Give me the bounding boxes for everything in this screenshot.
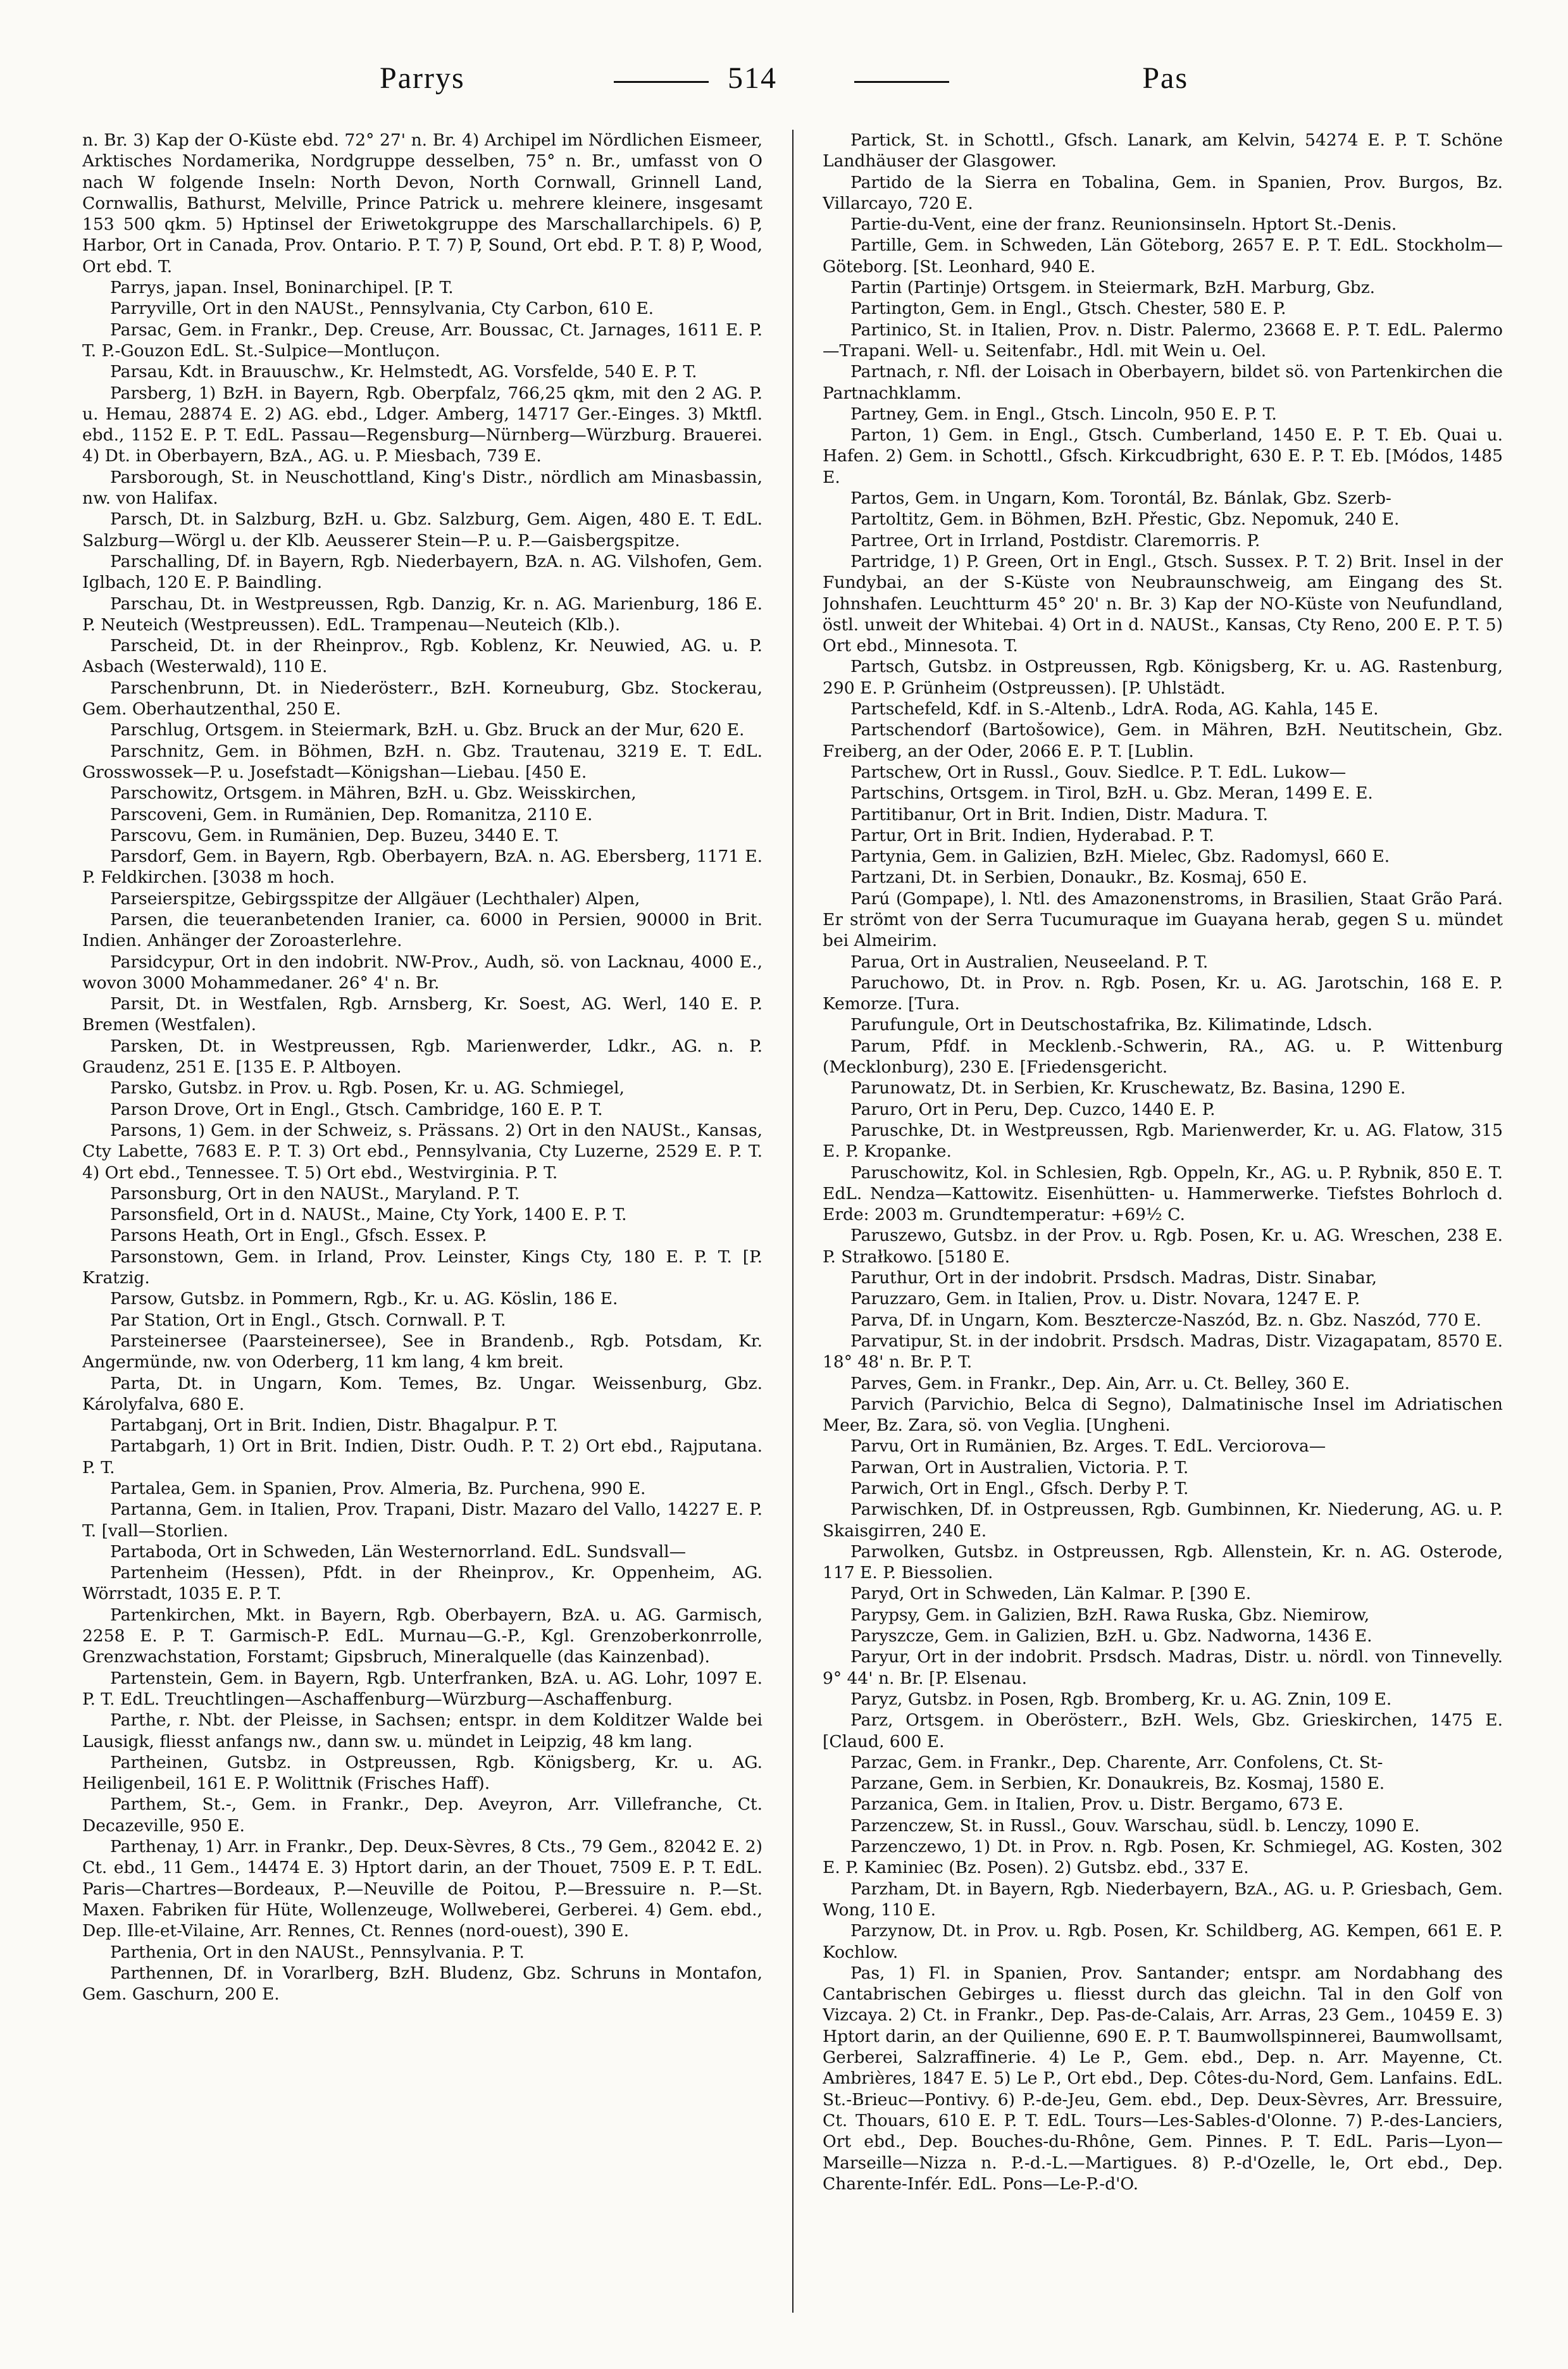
dictionary-entry: Partabganj, Ort in Brit. Indien, Distr. Bhagalpur. P. T.: [110, 1415, 558, 1436]
dictionary-entry: Partney, Gem. in Engl., Gtsch. Lincoln, 950 E. P. T.: [850, 404, 1277, 424]
dictionary-entry: Parsen, die teueranbetenden Iranier, ca. 6000 in Persien, 90000 in Brit. Indien. Anhänger der Zoroasterlehre.: [82, 909, 762, 951]
dictionary-entry: Parz, Ortsgem. in Oberösterr., BzH. Wels, Gbz. Grieskirchen, 1475 E. [Claud, 600 E.: [823, 1710, 1503, 1751]
dictionary-entry: Parson Drove, Ort in Engl., Gtsch. Cambridge, 160 E. P. T.: [110, 1099, 603, 1119]
dictionary-entry: Parsonstown, Gem. in Irland, Prov. Leinster, Kings Cty, 180 E. P. T. [P. Kratzig.: [82, 1247, 762, 1288]
dictionary-entry: Parta, Dt. in Ungarn, Kom. Temes, Bz. Ungar. Weissenburg, Gbz. Károlyfalva, 680 E.: [82, 1373, 762, 1414]
dictionary-entry: Partur, Ort in Brit. Indien, Hyderabad. P. T.: [850, 825, 1214, 845]
dictionary-entry: Partzani, Dt. in Serbien, Donaukr., Bz. Kosmaj, 650 E.: [850, 867, 1308, 888]
dictionary-entry: Parzanica, Gem. in Italien, Prov. u. Distr. Bergamo, 673 E.: [850, 1794, 1344, 1815]
dictionary-entry: Parufungule, Ort in Deutschostafrika, Bz. Kilimatinde, Ldsch.: [850, 1015, 1373, 1035]
dictionary-entry: Parsau, Kdt. in Brauuschw., Kr. Helmstedt, AG. Vorsfelde, 540 E. P. T.: [110, 362, 697, 382]
dictionary-entry: Parsons Heath, Ort in Engl., Gfsch. Essex. P.: [110, 1226, 487, 1246]
dictionary-entry: Parton, 1) Gem. in Engl., Gtsch. Cumberland, 1450 E. P. T. Eb. Quai u. Hafen. 2) Gem. in Schottl., Gfsch. Kirkcudbright, 630 E. P. T. Eb. [Módos, 1485 E.: [823, 425, 1503, 487]
dictionary-entry: Parthenia, Ort in den NAUSt., Pennsylvania. P. T.: [110, 1942, 525, 1962]
dictionary-entry: Parthennen, Df. in Vorarlberg, BzH. Bludenz, Gbz. Schruns in Montafon, Gem. Gaschurn, 200 E.: [82, 1963, 762, 2005]
dictionary-entry: Partington, Gem. in Engl., Gtsch. Chester, 580 E. P.: [850, 299, 1286, 319]
dictionary-entry: Parunowatz, Dt. in Serbien, Kr. Kruschewatz, Bz. Basina, 1290 E.: [850, 1078, 1406, 1098]
dictionary-entry: Parzac, Gem. in Frankr., Dep. Charente, Arr. Confolens, Ct. St-: [850, 1752, 1383, 1772]
column-divider: [792, 130, 793, 2313]
dictionary-entry: Partoltitz, Gem. in Böhmen, BzH. Přestic, Gbz. Nepomuk, 240 E.: [850, 509, 1400, 530]
dictionary-entry: Pas, 1) Fl. in Spanien, Prov. Santander; entspr. am Nordabhang des Cantabrischen Gebirges u. fliesst durch das gleichn. Tal in den Golf von Vizcaya. 2) Ct. in Frankr., Dep. Pas-de-Calais, Arr. Arras, 23 Gem., 10459 E. 3) Hptort darin, an der Quilienne, 690 E. P. T. Baumwollspinnerei, Baumwollsamt, Gerberei, Salzraffinerie. 4) Le P., Gem. ebd., Dep. n. Arr. Mayenne, Ct. Ambrières, 1847 E. 5) Le P., Ort ebd., Dep. Côtes-du-Nord, Gem. Lanfains. EdL. St.-Brieuc—Pontivy. 6) P.-de-Jeu, Gem. ebd., Dep. Deux-Sèvres, Arr. Bressuire, Ct. Thouars, 610 E. P. T. EdL. Tours—Les-Sables-d'Olonne. 7) P.-des-Lanciers, Ort ebd., Dep. Bouches-du-Rhône, Gem. Pinnes. P. T. EdL. Paris—Lyon—Marseille—Nizza n. P.-d.-L.—Martigues. 8) P.-d'Ozelle, le, Ort ebd., Dep. Charente-Infér. EdL. Pons—Le-P.-d'O.: [823, 1963, 1503, 2194]
dictionary-entry: Parsonsfield, Ort in d. NAUSt., Maine, Cty York, 1400 E. P. T.: [110, 1205, 627, 1225]
dictionary-entry: Parsken, Dt. in Westpreussen, Rgb. Marienwerder, Ldkr., AG. n. P. Graudenz, 251 E. [135 E. P. Altboyen.: [82, 1036, 762, 1078]
dictionary-entry: Paruschke, Dt. in Westpreussen, Rgb. Marienwerder, Kr. u. AG. Flatow, 315 E. P. Kropanke.: [823, 1120, 1503, 1162]
dictionary-entry: Parschowitz, Ortsgem. in Mähren, BzH. u. Gbz. Weisskirchen,: [110, 783, 637, 804]
dictionary-entry: Parwich, Ort in Engl., Gfsch. Derby P. T.: [850, 1479, 1189, 1498]
dictionary-entry: Parwischken, Df. in Ostpreussen, Rgb. Gumbinnen, Kr. Niederung, AG. u. P. Skaisgirren, 240 E.: [823, 1500, 1503, 1541]
dictionary-entry: Parsit, Dt. in Westfalen, Rgb. Arnsberg, Kr. Soest, AG. Werl, 140 E. P. Bremen (Westfalen).: [82, 994, 762, 1035]
dictionary-entry: Paruthur, Ort in der indobrit. Prsdsch. Madras, Distr. Sinabar,: [850, 1268, 1378, 1288]
header-dash-left: [614, 81, 709, 83]
dictionary-entry: Parú (Gompape), l. Ntl. des Amazonenstroms, in Brasilien, Staat Grão Pará. Er strömt von der Serra Tucumuraque im Guayana herab, gegen S u. mündet bei Almeirim.: [823, 888, 1503, 951]
dictionary-entry: Parsdorf, Gem. in Bayern, Rgb. Oberbayern, BzA. n. AG. Ebersberg, 1171 E. P. Feldkirchen. [3038 m hoch.: [82, 847, 762, 888]
dictionary-entry: Par Station, Ort in Engl., Gtsch. Cornwall. P. T.: [110, 1310, 506, 1330]
dictionary-entry: Paruro, Ort in Peru, Dep. Cuzco, 1440 E. P.: [850, 1099, 1216, 1119]
dictionary-entry: Partille, Gem. in Schweden, Län Göteborg, 2657 E. P. T. EdL. Stockholm—Göteborg. [St. Leonhard, 940 E.: [823, 235, 1503, 277]
header-last-keyword: Pas: [1142, 61, 1188, 95]
dictionary-entry: Partnach, r. Nfl. der Loisach in Oberbayern, bildet sö. von Partenkirchen die Partnachklamm.: [823, 362, 1503, 403]
dictionary-entry: Parsons, 1) Gem. in der Schweiz, s. Prässans. 2) Ort in den NAUSt., Kansas, Cty Labette, 7683 E. P. T. 3) Ort ebd., Pennsylvania, Cty Luzerne, 2529 E. P. T. 4) Ort ebd., Tennessee. T. 5) Ort ebd., Westvirginia. P. T.: [82, 1120, 762, 1183]
dictionary-entry: Partanna, Gem. in Italien, Prov. Trapani, Distr. Mazaro del Vallo, 14227 E. P. T. [vall—Storlien.: [82, 1500, 762, 1541]
dictionary-entry: Paryz, Gutsbz. in Posen, Rgb. Bromberg, Kr. u. AG. Znin, 109 E.: [850, 1689, 1392, 1709]
dictionary-entry: Parsborough, St. in Neuschottland, King's Distr., nördlich am Minasbassin, nw. von Halifax.: [82, 467, 762, 509]
dictionary-entry: Partaboda, Ort in Schweden, Län Westernorrland. EdL. Sundsvall—: [110, 1541, 687, 1562]
dictionary-entry: Partido de la Sierra en Tobalina, Gem. in Spanien, Prov. Burgos, Bz. Villarcayo, 720 E.: [823, 172, 1503, 213]
dictionary-entry: Partheinen, Gutsbz. in Ostpreussen, Rgb. Königsberg, Kr. u. AG. Heiligenbeil, 161 E. P. Wolittnik (Frisches Haff).: [82, 1752, 762, 1794]
dictionary-entry: Parzane, Gem. in Serbien, Kr. Donaukreis, Bz. Kosmaj, 1580 E.: [850, 1774, 1385, 1794]
dictionary-entry: Partinico, St. in Italien, Prov. n. Distr. Palermo, 23668 E. P. T. EdL. Palermo—Trapani. Well- u. Seitenfabr., Hdl. mit Wein u. Oel.: [823, 320, 1503, 361]
dictionary-entry: Partie-du-Vent, eine der franz. Reunionsinseln. Hptort St.-Denis.: [850, 215, 1397, 235]
dictionary-entry: Parypsy, Gem. in Galizien, BzH. Rawa Ruska, Gbz. Niemirow,: [850, 1605, 1370, 1625]
page-header: [82, 61, 1486, 111]
dictionary-entry: Partalea, Gem. in Spanien, Prov. Almeria, Bz. Purchena, 990 E.: [110, 1479, 646, 1498]
dictionary-entry: Parseierspitze, Gebirgsspitze der Allgäuer (Lechthaler) Alpen,: [110, 888, 640, 909]
dictionary-entry: Partschew, Ort in Russl., Gouv. Siedlce. P. T. EdL. Lukow—: [850, 762, 1347, 782]
dictionary-entry: Parscheid, Dt. in der Rheinprov., Rgb. Koblenz, Kr. Neuwied, AG. u. P. Asbach (Westerwald), 110 E.: [82, 636, 762, 677]
dictionary-entry: Parwan, Ort in Australien, Victoria. P. T.: [850, 1457, 1189, 1477]
dictionary-entry: Partree, Ort in Irrland, Postdistr. Claremorris. P.: [850, 530, 1260, 550]
dictionary-entry: Parscoveni, Gem. in Rumänien, Dep. Romanitza, 2110 E.: [110, 804, 593, 824]
dictionary-entry: Partynia, Gem. in Galizien, BzH. Mielec, Gbz. Radomysl, 660 E.: [850, 847, 1390, 867]
dictionary-entry: Parthem, St.-, Gem. in Frankr., Dep. Aveyron, Arr. Villefranche, Ct. Decazeville, 950 E.: [82, 1794, 762, 1836]
dictionary-entry: Paryszcze, Gem. in Galizien, BzH. u. Gbz. Nadworna, 1436 E.: [850, 1626, 1372, 1646]
dictionary-entry: Partschefeld, Kdf. in S.-Altenb., LdrA. Roda, AG. Kahla, 145 E.: [850, 699, 1379, 719]
right-column: [823, 130, 1503, 2313]
dictionary-entry: Parvu, Ort in Rumänien, Bz. Arges. T. EdL. Verciorova—: [850, 1436, 1326, 1457]
dictionary-entry: Parva, Df. in Ungarn, Kom. Besztercze-Naszód, Bz. n. Gbz. Naszód, 770 E.: [850, 1310, 1482, 1330]
dictionary-entry: Parua, Ort in Australien, Neuseeland. P. T.: [850, 952, 1209, 972]
dictionary-entry: Parschlug, Ortsgem. in Steiermark, BzH. u. Gbz. Bruck an der Mur, 620 E.: [110, 720, 745, 740]
dictionary-entry: Partabgarh, 1) Ort in Brit. Indien, Distr. Oudh. P. T. 2) Ort ebd., Rajputana. P. T.: [82, 1436, 762, 1477]
dictionary-entry: Parthenay, 1) Arr. in Frankr., Dep. Deux-Sèvres, 8 Cts., 79 Gem., 82042 E. 2) Ct. ebd., 11 Gem., 14474 E. 3) Hptort darin, an der Thouet, 7509 E. P. T. EdL. Paris—Chartres—Bordeaux, P.—Neuville de Poitou, P.—Bressuire n. P.—St. Maxen. Fabriken für Hüte, Wollenzeuge, Wollweberei, Gerberei. 4) Gem. ebd., Dep. Ille-et-Vilaine, Arr. Rennes, Ct. Rennes (nord-ouest), 390 E.: [82, 1837, 762, 1941]
dictionary-entry: Paruchowo, Dt. in Prov. n. Rgb. Posen, Kr. u. AG. Jarotschin, 168 E. P. Kemorze. [Tura.: [823, 973, 1503, 1014]
dictionary-entry: Parsidcypur, Ort in den indobrit. NW-Prov., Audh, sö. von Lacknau, 4000 E., wovon 3000 Mohammedaner. 26° 4' n. Br.: [82, 952, 762, 993]
dictionary-entry: Paryur, Ort in der indobrit. Prsdsch. Madras, Distr. u. nördl. von Tinnevelly. 9° 44' n. Br. [P. Elsenau.: [823, 1647, 1503, 1688]
dictionary-entry: Paruzzaro, Gem. in Italien, Prov. u. Distr. Novara, 1247 E. P.: [850, 1289, 1360, 1309]
dictionary-entry: Paruschowitz, Kol. in Schlesien, Rgb. Oppeln, Kr., AG. u. P. Rybnik, 850 E. T. EdL. Nendza—Kattowitz. Eisenhütten- u. Hammerwerke. Tiefstes Bohrloch d. Erde: 2003 m. Grundtemperatur: +69½ C.: [823, 1162, 1503, 1225]
dictionary-entry: n. Br. 3) Kap der O-Küste ebd. 72° 27' n. Br. 4) Archipel im Nördlichen Eismeer, Arktisches Nordamerika, Nordgruppe desselben, 75° n. Br., umfasst von O nach W folgende Inseln: North Devon, North Cornwall, Grinnell Land, Cornwallis, Bathurst, Melville, Prince Patrick u. mehrere kleinere, insgesamt 153 500 qkm. 5) Hptinsel der Eriwetokgruppe des Marschallarchipels. 6) P, Harbor, Ort in Canada, Prov. Ontario. P. T. 7) P, Sound, Ort ebd. P. T. 8) P, Wood, Ort ebd. T.: [82, 130, 762, 277]
dictionary-entry: Partenkirchen, Mkt. in Bayern, Rgb. Oberbayern, BzA. u. AG. Garmisch, 2258 E. P. T. Garmisch-P. EdL. Murnau—G.-P., Kgl. Grenzoberkonrrolle, Grenzwachstation, Forstamt; Gipsbruch, Mineralquelle (das Kainzenbad).: [82, 1605, 762, 1667]
dictionary-entry: Parschnitz, Gem. in Böhmen, BzH. n. Gbz. Trautenau, 3219 E. T. EdL. Grosswossek—P. u. Josefstadt—Königshan—Liebau. [450 E.: [82, 741, 762, 782]
dictionary-entry: Parzenczewo, 1) Dt. in Prov. n. Rgb. Posen, Kr. Schmiegel, AG. Kosten, 302 E. P. Kaminiec (Bz. Posen). 2) Gutsbz. ebd., 337 E.: [823, 1837, 1503, 1878]
dictionary-entry: Partsch, Gutsbz. in Ostpreussen, Rgb. Königsberg, Kr. u. AG. Rastenburg, 290 E. P. Grünheim (Ostpreussen). [P. Uhlstädt.: [823, 657, 1503, 698]
dictionary-entry: Parschau, Dt. in Westpreussen, Rgb. Danzig, Kr. n. AG. Marienburg, 186 E. P. Neuteich (Westpreussen). EdL. Trampenau—Neuteich (Klb.).: [82, 594, 762, 635]
dictionary-entry: Partschins, Ortsgem. in Tirol, BzH. u. Gbz. Meran, 1499 E. E.: [850, 783, 1373, 804]
dictionary-entry: Parsow, Gutsbz. in Pommern, Rgb., Kr. u. AG. Köslin, 186 E.: [110, 1289, 618, 1309]
dictionary-entry: Parsteinersee (Paarsteinersee), See in Brandenb., Rgb. Potsdam, Kr. Angermünde, nw. von Oderberg, 11 km lang, 4 km breit.: [82, 1331, 762, 1372]
dictionary-entry: Partick, St. in Schottl., Gfsch. Lanark, am Kelvin, 54274 E. P. T. Schöne Landhäuser der Glasgower.: [823, 130, 1503, 171]
dictionary-entry: Parscovu, Gem. in Rumänien, Dep. Buzeu, 3440 E. T.: [110, 825, 559, 845]
dictionary-entry: Parzenczew, St. in Russl., Gouv. Warschau, südl. b. Lenczy, 1090 E.: [850, 1815, 1420, 1836]
dictionary-entry: Partenstein, Gem. in Bayern, Rgb. Unterfranken, BzA. u. AG. Lohr, 1097 E. P. T. EdL. Treuchtlingen—Aschaffenburg—Würzburg—Aschaffenburg.: [82, 1668, 762, 1709]
dictionary-entry: Partin (Partinje) Ortsgem. in Steiermark, BzH. Marburg, Gbz.: [850, 278, 1376, 298]
dictionary-entry: Parrys, japan. Insel, Boninarchipel. [P. T.: [110, 278, 454, 298]
dictionary-entry: Partenheim (Hessen), Pfdt. in der Rheinprov., Kr. Oppenheim, AG. Wörrstadt, 1035 E. P. T.: [82, 1563, 762, 1604]
page-number: 514: [728, 61, 777, 95]
dictionary-entry: Parsac, Gem. in Frankr., Dep. Creuse, Arr. Boussac, Ct. Jarnages, 1611 E. P. T. P.-Gouzon EdL. St.-Sulpice—Montluçon.: [82, 320, 762, 361]
dictionary-entry: Parthe, r. Nbt. der Pleisse, in Sachsen; entspr. in dem Kolditzer Walde bei Lausigk, fliesst anfangs nw., dann sw. u. mündet in Leipzig, 48 km lang.: [82, 1710, 762, 1751]
left-column: [82, 130, 762, 2313]
dictionary-entry: Parschenbrunn, Dt. in Niederösterr., BzH. Korneuburg, Gbz. Stockerau, Gem. Oberhautzenthal, 250 E.: [82, 678, 762, 719]
dictionary-entry: Paryd, Ort in Schweden, Län Kalmar. P. [390 E.: [850, 1584, 1252, 1604]
header-first-keyword: Parrys: [380, 61, 465, 95]
dictionary-entry: Paruszewo, Gutsbz. in der Prov. u. Rgb. Posen, Kr. u. AG. Wreschen, 238 E. P. Strałkowo. [5180 E.: [823, 1226, 1503, 1267]
dictionary-entry: Parzynow, Dt. in Prov. u. Rgb. Posen, Kr. Schildberg, AG. Kempen, 661 E. P. Kochlow.: [823, 1921, 1503, 1962]
dictionary-entry: Parvich (Parvichio, Belca di Segno), Dalmatinische Insel im Adriatischen Meer, Bz. Zara, sö. von Veglia. [Ungheni.: [823, 1394, 1503, 1436]
dictionary-entry: Parwolken, Gutsbz. in Ostpreussen, Rgb. Allenstein, Kr. n. AG. Osterode, 117 E. P. Biessolien.: [823, 1541, 1503, 1583]
dictionary-entry: Parschalling, Df. in Bayern, Rgb. Niederbayern, BzA. n. AG. Vilshofen, Gem. Iglbach, 120 E. P. Baindling.: [82, 551, 762, 593]
dictionary-entry: Partitibanur, Ort in Brit. Indien, Distr. Madura. T.: [850, 804, 1269, 824]
header-dash-right: [854, 81, 949, 83]
dictionary-entry: Parsko, Gutsbz. in Prov. u. Rgb. Posen, Kr. u. AG. Schmiegel,: [110, 1078, 625, 1098]
dictionary-entry: Partridge, 1) P. Green, Ort in Engl., Gtsch. Sussex. P. T. 2) Brit. Insel in der Fundybai, an der S-Küste von Neubraunschweig, am Eingang des St. Johnshafen. Leuchtturm 45° 20' n. Br. 3) Kap der NO-Küste von Neufundland, östl. unweit der Whitebai. 4) Ort in d. NAUSt., Kansas, Cty Reno, 200 E. P. T. 5) Ort ebd., Minnesota. T.: [823, 551, 1503, 656]
dictionary-entry: Parsch, Dt. in Salzburg, BzH. u. Gbz. Salzburg, Gem. Aigen, 480 E. T. EdL. Salzburg—Wörgl u. der Klb. Aeusserer Stein—P. u. P.—Gaisbergspitze.: [82, 509, 762, 550]
dictionary-entry: Parum, Pfdf. in Mecklenb.-Schwerin, RA., AG. u. P. Wittenburg (Mecklonburg), 230 E. [Friedensgericht.: [823, 1036, 1503, 1078]
dictionary-entry: Partos, Gem. in Ungarn, Kom. Torontál, Bz. Bánlak, Gbz. Szerb-: [850, 488, 1391, 509]
dictionary-entry: Parryville, Ort in den NAUSt., Pennsylvania, Cty Carbon, 610 E.: [110, 299, 654, 319]
dictionary-entry: Parves, Gem. in Frankr., Dep. Ain, Arr. u. Ct. Belley, 360 E.: [850, 1373, 1350, 1393]
dictionary-entry: Parvatipur, St. in der indobrit. Prsdsch. Madras, Distr. Vizagapatam, 8570 E. 18° 48' n. Br. P. T.: [823, 1331, 1503, 1372]
dictionary-entry: Parzham, Dt. in Bayern, Rgb. Niederbayern, BzA., AG. u. P. Griesbach, Gem. Wong, 110 E.: [823, 1879, 1503, 1920]
dictionary-entry: Partschendorf (Bartošowice), Gem. in Mähren, BzH. Neutitschein, Gbz. Freiberg, an der Oder, 2066 E. P. T. [Lublin.: [823, 720, 1503, 761]
dictionary-entry: Parsonsburg, Ort in den NAUSt., Maryland. P. T.: [110, 1183, 520, 1203]
dictionary-entry: Parsberg, 1) BzH. in Bayern, Rgb. Oberpfalz, 766,25 qkm, mit den 2 AG. P. u. Hemau, 28874 E. 2) AG. ebd., Ldger. Amberg, 14717 Ger.-Einges. 3) Mktfl. ebd., 1152 E. P. T. EdL. Passau—Regensburg—Nürnberg—Würzburg. Brauerei. 4) Dt. in Oberbayern, BzA., AG. u. P. Miesbach, 739 E.: [82, 383, 762, 466]
